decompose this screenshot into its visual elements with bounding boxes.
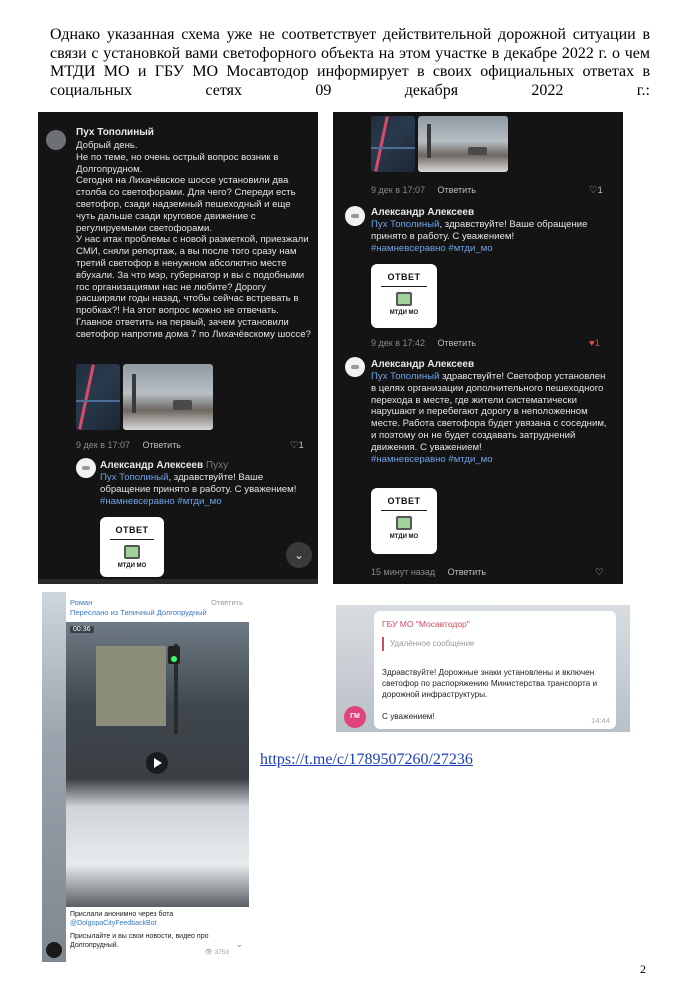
- street-photo[interactable]: [418, 116, 508, 172]
- reply1-like-count[interactable]: ♥1: [589, 338, 600, 349]
- reply-author[interactable]: Александр Алексеев Пуху: [100, 460, 229, 471]
- telegram-channel-message: [336, 605, 630, 732]
- mtdi-avatar-icon: [345, 357, 365, 377]
- answer-badge: ОТВЕТ МТДИ МО: [371, 264, 437, 328]
- input-bar: [38, 579, 318, 584]
- reply2-text: Пух Тополиный здравствуйте! Светофор установлен в целях организации дополнительного пешеходного перехода в месте, где жители систематически нарушают и перебегают дорогу в неположенном месте. Работа светофора будет увязана с соседним, и поэтому он не будет создавать затруднений движения. С уважением! #намневсеравно #мтди_мо: [371, 371, 607, 465]
- view-count: 👁 3753: [204, 949, 229, 956]
- mtdi-avatar-icon: [345, 206, 365, 226]
- badge-picture-icon: [396, 292, 412, 306]
- reply2-meta: 15 минут назад Ответить: [371, 567, 487, 577]
- video-message-card: [66, 592, 249, 962]
- post-meta: [371, 185, 476, 197]
- mtdi-avatar-icon: [76, 458, 96, 478]
- post-author[interactable]: Пух Тополиный: [76, 127, 154, 138]
- reply1-text: Пух Тополиный, здравствуйте! Ваше обращение принято в работу. С уважением! #намневсеравно #мтди_мо: [371, 219, 588, 254]
- reply1-reply-link[interactable]: Ответить: [437, 338, 477, 348]
- badge-picture-icon: [124, 545, 140, 559]
- page-number: 2: [640, 962, 646, 976]
- traffic-light-icon: [168, 646, 180, 664]
- post-date: 9 дек в 17:07: [76, 440, 131, 450]
- post-text: Добрый день. Не по теме, но очень острый вопрос возник в Долгопрудном. Сегодня на Лихачёвское шоссе установили два столба со светофорами. Для чего? Спереди есть светофор, сзади надземный пешеходный и еще чуть дальше сзади круговое движение с регулируемыми светофорами. У нас итак проблемы с новой разметкой, приезжали СМИ, сняли репортаж, а вы после того сразу нам третий светофор в ненужном абсолютно месте вбухали. За что мэр, губернатор и вы с подобными гос организациями нас не любите? Дорогу расширяли годы назад, чтобы сейчас встревать в пробках?! На этот вопрос можно не отвечать. Главное ответить на первый, зачем установили светофор напротив дома 7 по Лихачёвскому шоссе?: [76, 140, 311, 340]
- reply-text: Пух Тополиный, здравствуйте! Ваше обращение принято в работу. С уважением! #намневсеравно #мтди_мо: [100, 472, 297, 507]
- answer-badge: ОТВЕТ МТДИ МО: [100, 517, 164, 577]
- channel-name[interactable]: ГБУ МО "Мосавтодор": [382, 619, 470, 629]
- video-author[interactable]: Роман: [70, 598, 93, 607]
- video-caption: Прислали анонимно через бота @DolgopaCityFeedbackBot Присылайте и вы свои новости, видео про Долгопрудный.: [70, 910, 245, 950]
- camera-avatar-icon: [46, 130, 66, 150]
- bot-link[interactable]: @DolgopaCityFeedbackBot: [70, 920, 157, 927]
- chevron-down-icon[interactable]: ⌄: [235, 939, 243, 949]
- vk-comments-screenshot-right: [333, 112, 623, 584]
- video-reply-link[interactable]: Ответить: [210, 598, 243, 607]
- post-date: 9 дек в 17:07: [371, 185, 426, 195]
- telegram-link[interactable]: https://t.me/c/1789507260/27236: [260, 751, 473, 768]
- reply1-author[interactable]: Александр Алексеев: [371, 207, 475, 218]
- badge-picture-icon: [396, 516, 412, 530]
- reply2-reply-link[interactable]: Ответить: [447, 567, 487, 577]
- reply1-meta: 9 дек в 17:42 Ответить: [371, 338, 477, 348]
- video-duration: 00:36: [70, 626, 94, 633]
- post-like-count[interactable]: ♡1: [290, 440, 304, 451]
- post-reply-link[interactable]: Ответить: [142, 440, 182, 450]
- vk-comments-screenshot-left: [38, 112, 318, 584]
- video-frame[interactable]: [66, 622, 249, 907]
- answer-badge: ОТВЕТ МТДИ МО: [371, 488, 437, 554]
- building-shape: [96, 646, 166, 726]
- play-icon[interactable]: [146, 752, 168, 774]
- post-meta: [76, 440, 181, 452]
- forwarded-from[interactable]: Переслано из Типичный Долгопрудный: [70, 608, 207, 617]
- message-body: Здравствуйте! Дорожные знаки установлены и включен светофор по распоряжению Министерства транспорта и дорожной инфраструктуры. С уважением!: [382, 668, 598, 721]
- telegram-video-screenshot: [42, 592, 249, 962]
- deleted-message-quote[interactable]: Удалённое сообщение: [382, 637, 582, 651]
- channel-avatar: ГМ: [344, 706, 366, 728]
- map-photo[interactable]: [371, 116, 415, 172]
- post-like-count[interactable]: ♡1: [589, 185, 603, 196]
- street-photo[interactable]: [123, 364, 213, 430]
- reply2-author[interactable]: Александр Алексеев: [371, 359, 475, 370]
- message-bubble: [374, 611, 616, 729]
- avatar: [46, 942, 62, 958]
- post-reply-link[interactable]: Ответить: [437, 185, 477, 195]
- message-time: 14:44: [591, 716, 610, 725]
- map-photo[interactable]: [76, 364, 120, 430]
- scroll-down-button[interactable]: ⌄: [286, 542, 312, 568]
- reply2-like-icon[interactable]: ♡: [595, 567, 604, 578]
- video-header[interactable]: [70, 598, 207, 618]
- intro-paragraph: Однако указанная схема уже не соответствует действительной дорожной ситуации в связи с установкой вами светофорного объекта на этом участке в декабре 2022 г. о чем МТДИ МО и ГБУ МО Мосавтодор информирует в своих официальных ответах в социальных сетях 09 декабря 2022 г.:: [50, 26, 650, 99]
